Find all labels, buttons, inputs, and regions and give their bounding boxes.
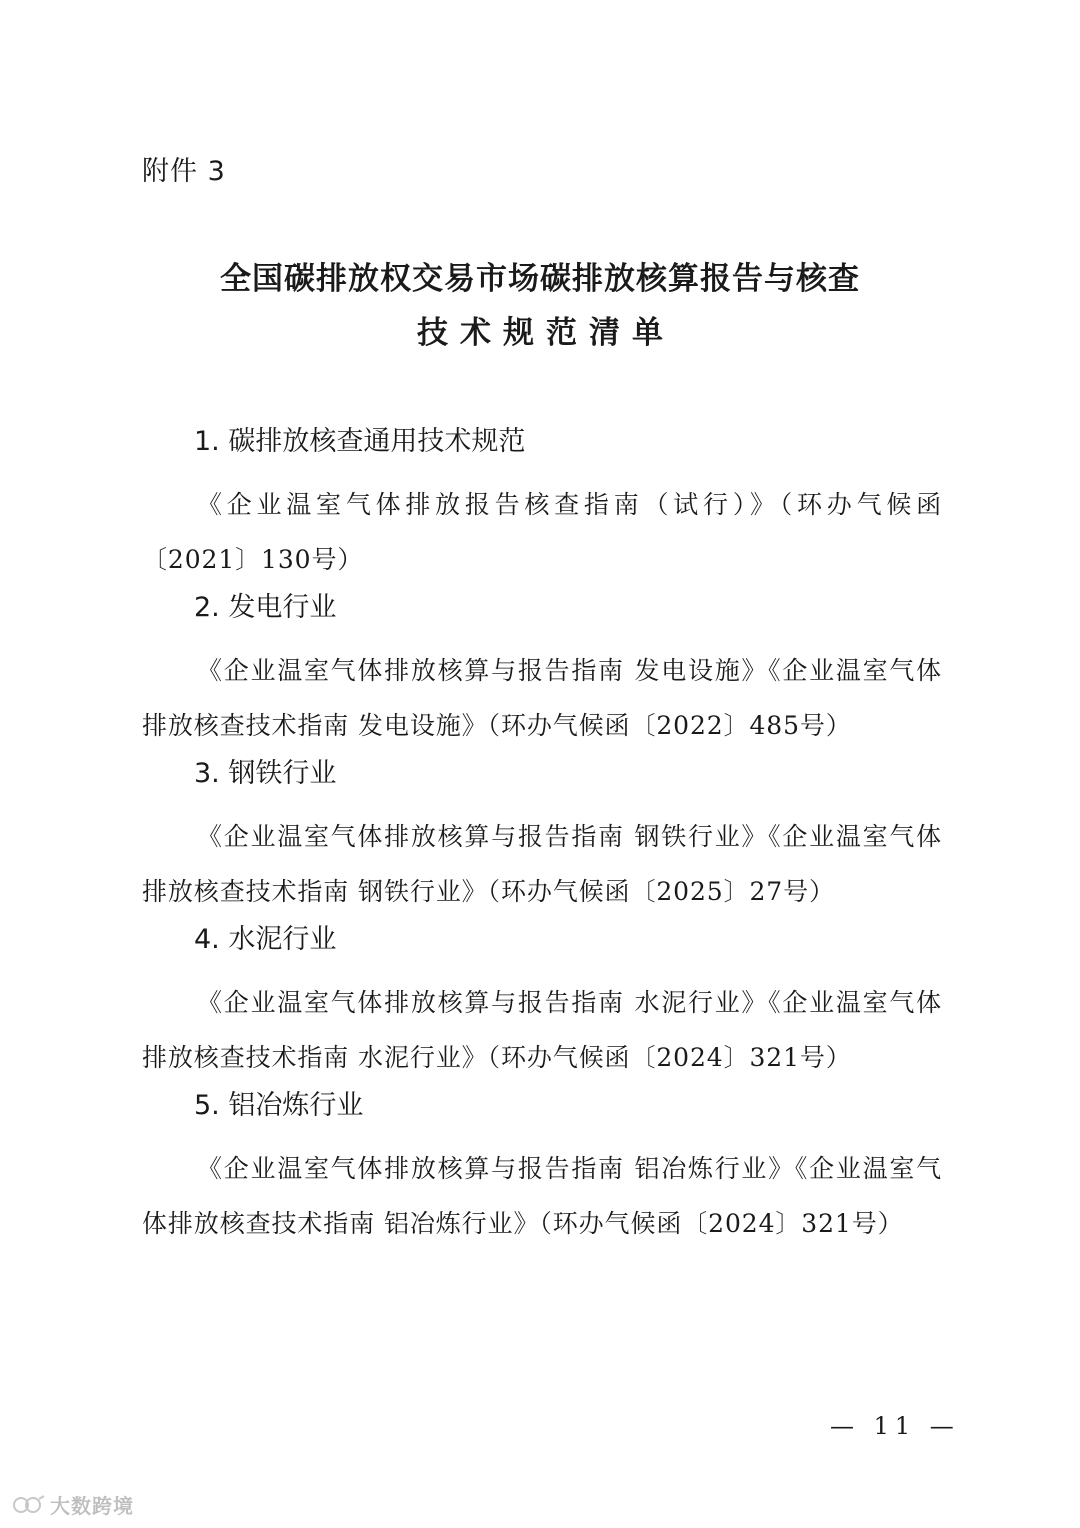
section-text: 《企业温室气体排放核算与报告指南 发电设施》《企业温室气体排放核查技术指南 发电设施》（环办气候函〔2022〕485号） bbox=[142, 656, 942, 740]
section-text: 《企业温室气体排放核算与报告指南 铝冶炼行业》《企业温室气体排放核查技术指南 铝冶炼行业》（环办气候函〔2024〕321号） bbox=[142, 1154, 942, 1238]
section-heading: 3. 钢铁行业 bbox=[194, 758, 337, 789]
section-heading: 4. 水泥行业 bbox=[194, 924, 337, 955]
attachment-label: 附件 3 bbox=[142, 156, 226, 187]
section-heading: 5. 铝冶炼行业 bbox=[194, 1090, 364, 1121]
section-heading: 1. 碳排放核查通用技术规范 bbox=[194, 426, 526, 457]
watermark-logo-icon bbox=[12, 1493, 46, 1517]
watermark bbox=[12, 1490, 134, 1519]
watermark-text: 大数跨境 bbox=[50, 1494, 134, 1518]
section-text: 《企业温室气体排放核算与报告指南 水泥行业》《企业温室气体排放核查技术指南 水泥行业》（环办气候函〔2024〕321号） bbox=[142, 988, 942, 1072]
section-heading: 2. 发电行业 bbox=[194, 592, 337, 623]
section-text: 《企业温室气体排放报告核查指南（试行）》（环办气候函〔2021〕130号） bbox=[142, 490, 942, 574]
page-number: — 11 — bbox=[830, 1412, 960, 1440]
document-title-line-1: 全国碳排放权交易市场碳排放核算报告与核查 bbox=[220, 261, 860, 297]
document-title-line-2: 技术规范清单 bbox=[417, 315, 675, 351]
section-text: 《企业温室气体排放核算与报告指南 钢铁行业》《企业温室气体排放核查技术指南 钢铁行业》（环办气候函〔2025〕27号） bbox=[142, 822, 942, 906]
